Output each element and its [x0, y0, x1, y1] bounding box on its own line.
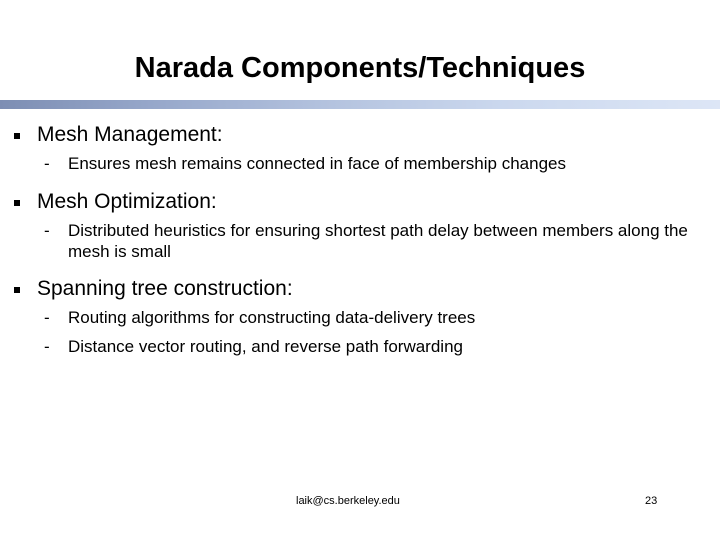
bullet-text: Mesh Management:	[37, 123, 223, 146]
bullet-item-mesh-optimization	[0, 186, 720, 262]
bullet-item-spanning-tree	[0, 273, 720, 357]
sub-item-text: Distance vector routing, and reverse path forwarding	[68, 337, 463, 356]
dash-marker: -	[44, 154, 50, 173]
sub-list	[0, 307, 720, 357]
bullet-text: Mesh Optimization:	[37, 190, 217, 213]
footer-email: laik@cs.berkeley.edu	[296, 495, 400, 507]
square-bullet-icon	[14, 133, 20, 139]
page-number: 23	[645, 495, 658, 507]
sub-item-text: Routing algorithms for constructing data-delivery trees	[68, 308, 476, 327]
bullet-list	[0, 119, 720, 357]
sub-item	[0, 220, 720, 262]
square-bullet-icon	[14, 200, 20, 206]
sub-item	[0, 307, 720, 328]
square-bullet-icon	[14, 287, 20, 293]
sub-item	[0, 336, 720, 357]
sub-item	[0, 153, 720, 174]
dash-marker: -	[44, 337, 50, 356]
sub-item-text: Ensures mesh remains connected in face of membership changes	[68, 154, 566, 173]
sub-list	[0, 220, 720, 262]
slide-title: Narada Components/Techniques	[134, 52, 586, 84]
sub-list	[0, 153, 720, 174]
bullet-item-mesh-management	[0, 119, 720, 174]
sub-item-text: Distributed heuristics for ensuring shortest path delay between members along the mesh is small	[68, 221, 688, 261]
dash-marker: -	[44, 221, 50, 240]
dash-marker: -	[44, 308, 50, 327]
bullet-text: Spanning tree construction:	[37, 277, 293, 300]
title-divider	[0, 100, 720, 109]
